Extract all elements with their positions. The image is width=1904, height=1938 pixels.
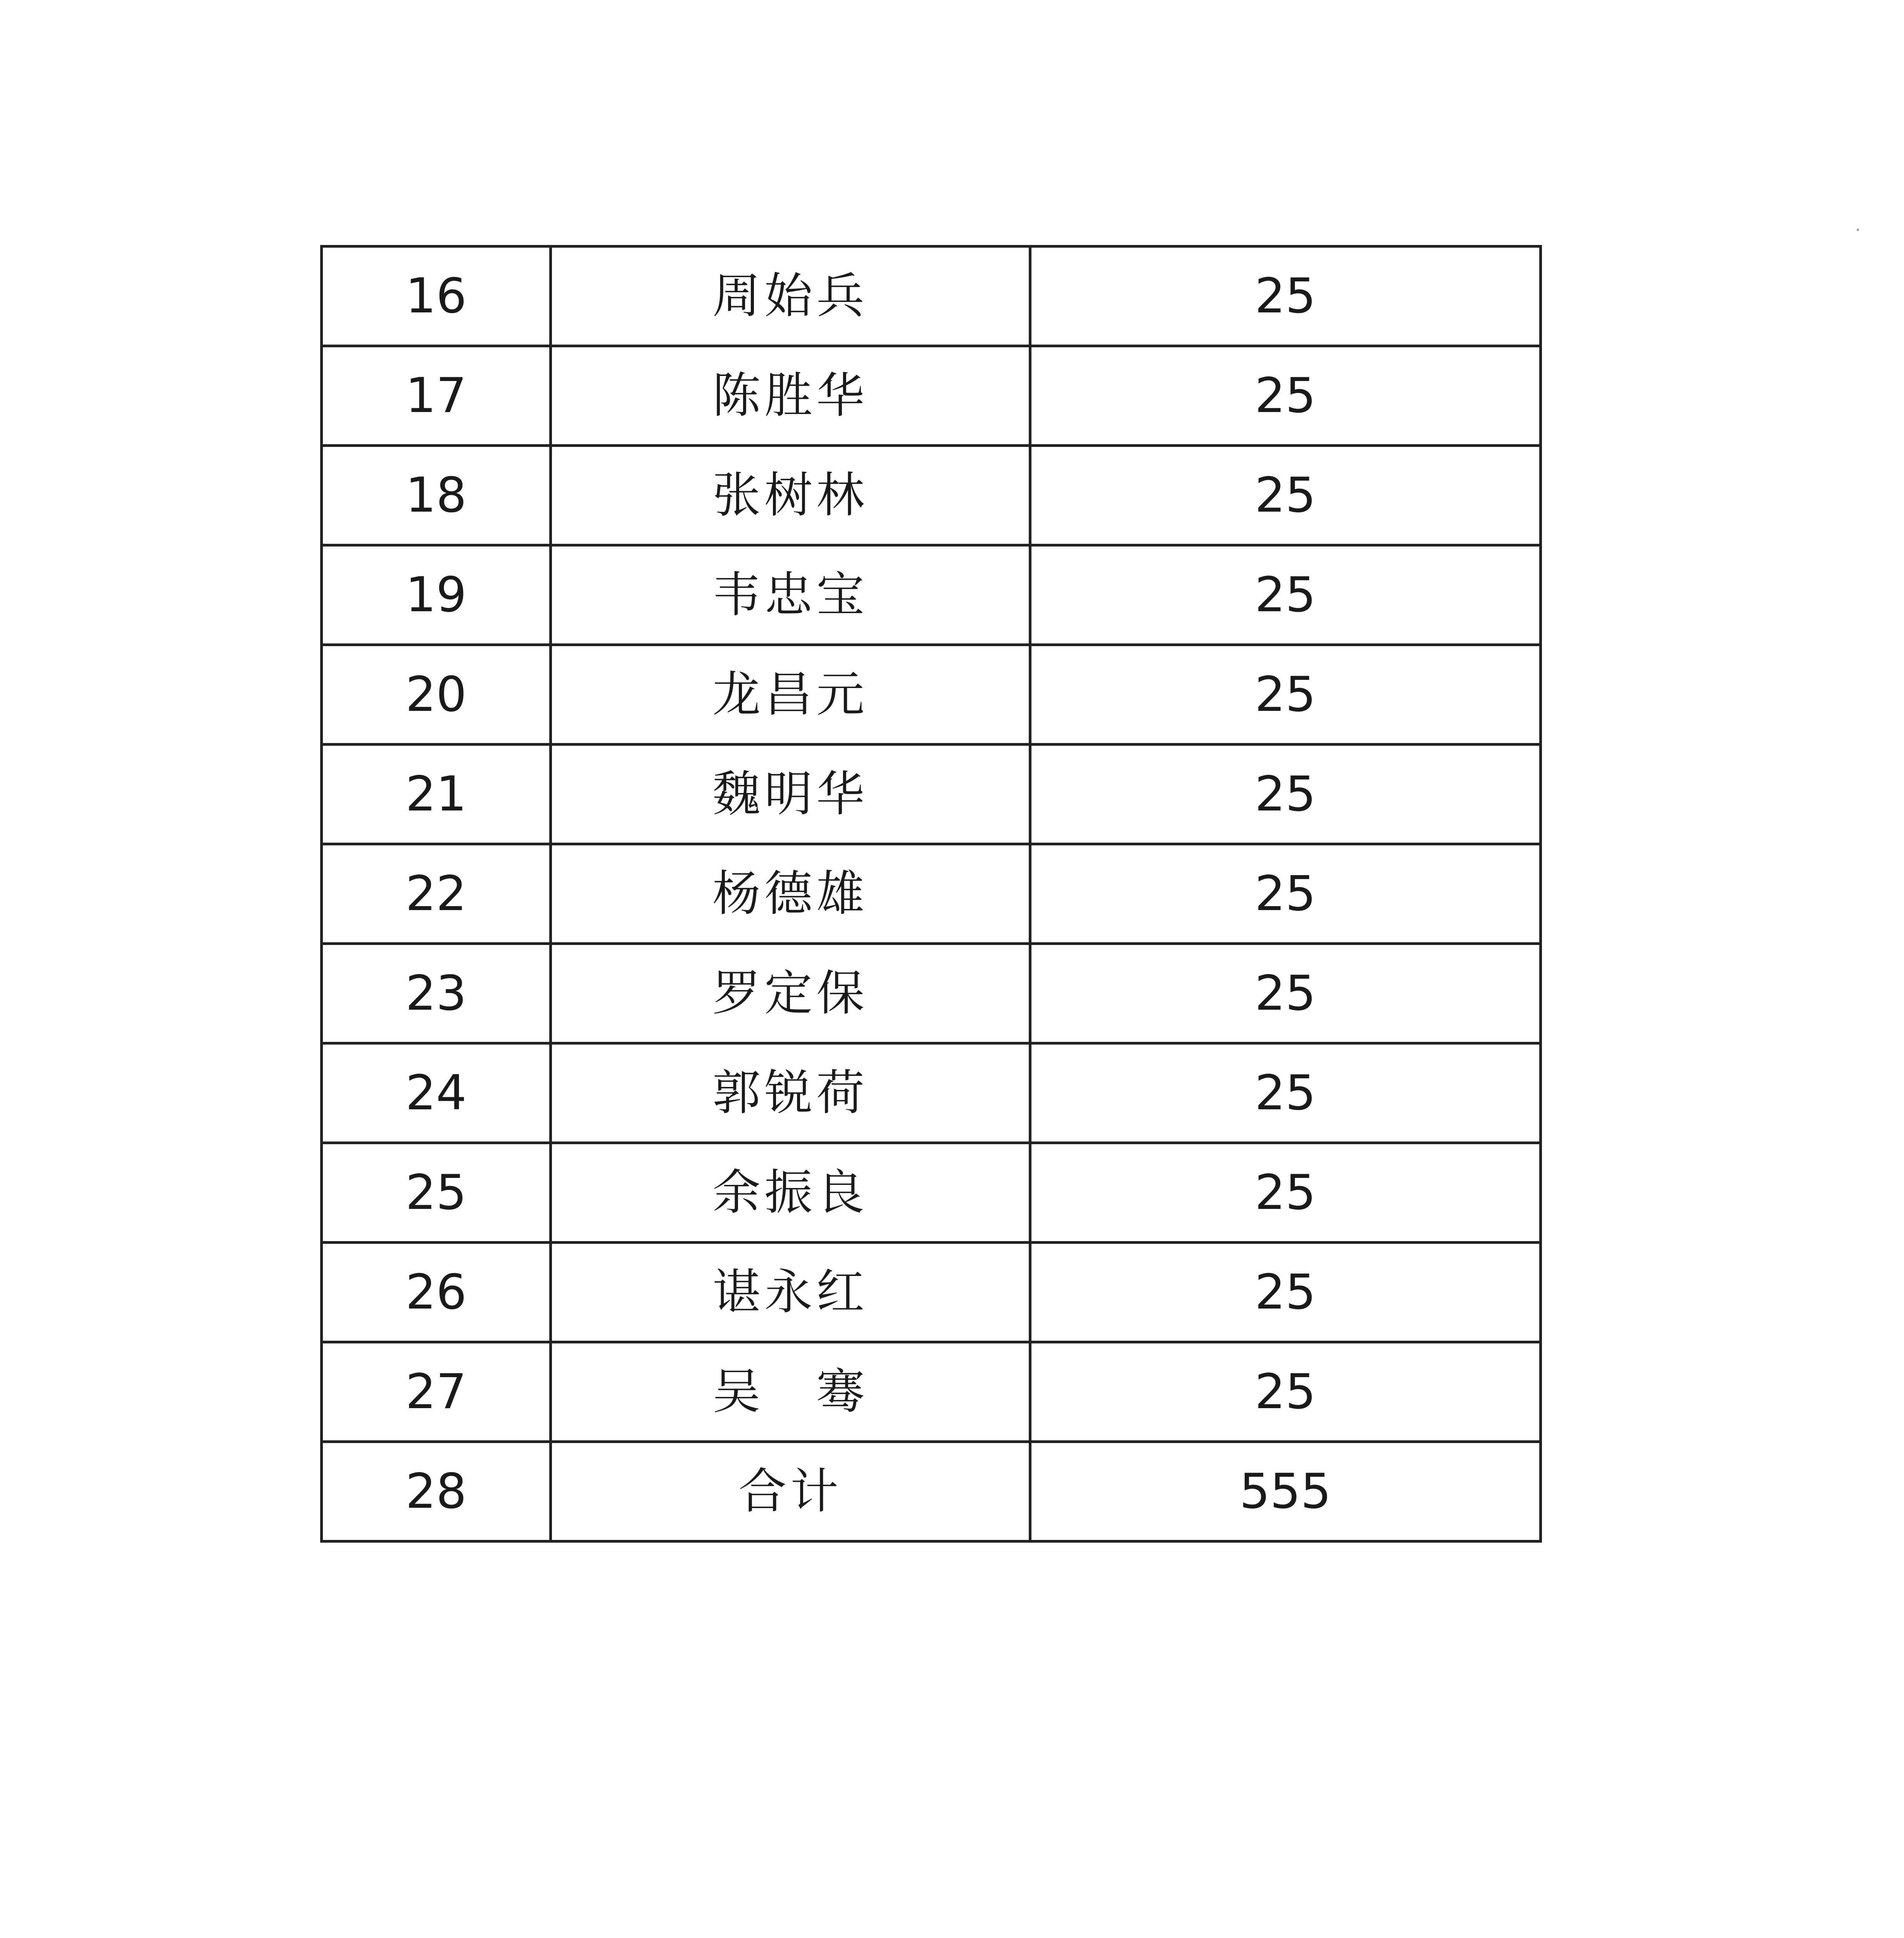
row-name-cell: 余振良 bbox=[551, 1143, 1030, 1243]
row-amount-cell: 25 bbox=[1030, 1143, 1541, 1243]
row-name-cell: 张树林 bbox=[551, 446, 1030, 545]
row-name-cell: 杨德雄 bbox=[551, 844, 1030, 944]
row-amount-cell: 25 bbox=[1030, 446, 1541, 545]
row-amount-cell: 25 bbox=[1030, 1342, 1541, 1442]
row-index-cell: 17 bbox=[322, 346, 551, 446]
row-amount-cell: 25 bbox=[1030, 1043, 1541, 1143]
row-amount-cell: 25 bbox=[1030, 247, 1541, 346]
table-row bbox=[322, 745, 1541, 844]
table-body bbox=[322, 247, 1541, 1541]
data-table bbox=[320, 245, 1542, 1543]
row-index-cell: 19 bbox=[322, 545, 551, 645]
row-amount-cell: 25 bbox=[1030, 346, 1541, 446]
row-name-cell: 谌永红 bbox=[551, 1243, 1030, 1342]
row-amount-cell: 25 bbox=[1030, 545, 1541, 645]
table-row bbox=[322, 1143, 1541, 1243]
row-index-cell: 21 bbox=[322, 745, 551, 844]
row-amount-cell: 25 bbox=[1030, 944, 1541, 1043]
table-row bbox=[322, 545, 1541, 645]
row-name-cell: 魏明华 bbox=[551, 745, 1030, 844]
table-row bbox=[322, 446, 1541, 545]
table-row bbox=[322, 1243, 1541, 1342]
total-label-cell: 合计 bbox=[551, 1442, 1030, 1541]
total-amount-cell: 555 bbox=[1030, 1442, 1541, 1541]
row-name-cell: 吴 骞 bbox=[551, 1342, 1030, 1442]
table-row bbox=[322, 346, 1541, 446]
row-index-cell: 28 bbox=[322, 1442, 551, 1541]
scan-speck bbox=[1857, 229, 1859, 231]
row-index-cell: 27 bbox=[322, 1342, 551, 1442]
row-index-cell: 26 bbox=[322, 1243, 551, 1342]
row-name-cell: 郭锐荷 bbox=[551, 1043, 1030, 1143]
row-amount-cell: 25 bbox=[1030, 844, 1541, 944]
row-name-cell: 罗定保 bbox=[551, 944, 1030, 1043]
row-name-cell: 韦忠宝 bbox=[551, 545, 1030, 645]
row-name-cell: 周始兵 bbox=[551, 247, 1030, 346]
row-index-cell: 16 bbox=[322, 247, 551, 346]
row-index-cell: 20 bbox=[322, 645, 551, 745]
table-row bbox=[322, 944, 1541, 1043]
table-row bbox=[322, 1342, 1541, 1442]
row-index-cell: 24 bbox=[322, 1043, 551, 1143]
table-row bbox=[322, 1043, 1541, 1143]
table-row bbox=[322, 844, 1541, 944]
row-amount-cell: 25 bbox=[1030, 645, 1541, 745]
row-index-cell: 25 bbox=[322, 1143, 551, 1243]
row-amount-cell: 25 bbox=[1030, 1243, 1541, 1342]
row-index-cell: 18 bbox=[322, 446, 551, 545]
table-row bbox=[322, 247, 1541, 346]
row-amount-cell: 25 bbox=[1030, 745, 1541, 844]
table-row bbox=[322, 645, 1541, 745]
row-index-cell: 22 bbox=[322, 844, 551, 944]
row-index-cell: 23 bbox=[322, 944, 551, 1043]
row-name-cell: 龙昌元 bbox=[551, 645, 1030, 745]
row-name-cell: 陈胜华 bbox=[551, 346, 1030, 446]
table-container bbox=[320, 245, 1531, 1543]
table-total-row bbox=[322, 1442, 1541, 1541]
